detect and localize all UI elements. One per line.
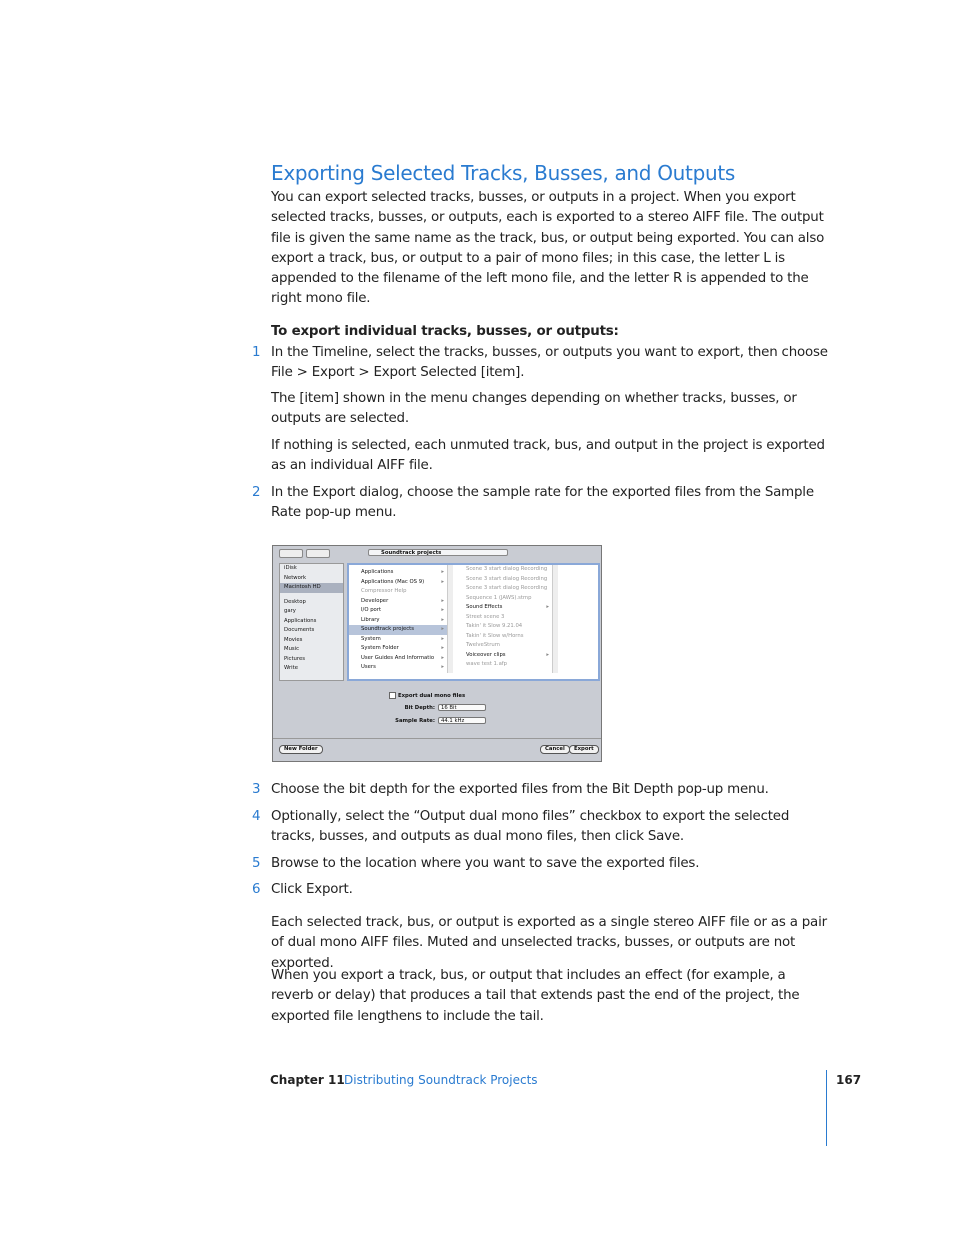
- file-browser: [347, 563, 600, 681]
- file-item[interactable]: [454, 565, 552, 575]
- sidebar-item[interactable]: iDisk: [284, 565, 297, 571]
- step-text: Optionally, select the “Output dual mono files” checkbox to export the selected tracks, busses, and outputs as dual mono files, then click Save.: [271, 809, 790, 845]
- folder-item[interactable]: Users ▸: [361, 664, 444, 670]
- file-item[interactable]: [349, 587, 447, 597]
- browser-column: [454, 565, 552, 673]
- divider: [273, 738, 601, 739]
- label: Voiceover clips: [466, 651, 506, 658]
- folder-item-selected[interactable]: Soundtrack projects ▸: [349, 625, 447, 635]
- export-dialog-screenshot: [272, 545, 602, 762]
- page-number: 167: [836, 1073, 862, 1087]
- label: User Guides And Informatio: [361, 654, 435, 661]
- label: Sound Effects: [466, 604, 503, 610]
- folder-item[interactable]: I/O port ▸: [361, 607, 444, 613]
- path-popup[interactable]: Soundtrack projects: [368, 549, 508, 556]
- folder-item[interactable]: Applications (Mac OS 9) ▸: [361, 578, 444, 585]
- sidebar-item[interactable]: Pictures: [284, 655, 305, 662]
- label: Takin' it Slow 9.21.04: [466, 623, 523, 629]
- label: Scene 3 start dialog Recording: [466, 566, 548, 572]
- folder-item[interactable]: Applications ▸: [361, 569, 444, 575]
- folder-item[interactable]: System ▸: [361, 635, 444, 642]
- sidebar-item[interactable]: Music: [284, 646, 300, 652]
- step-number: 6: [252, 882, 261, 897]
- sidebar-item[interactable]: Documents: [284, 627, 315, 633]
- new-folder-button[interactable]: New Folder: [279, 745, 323, 754]
- bit-depth-label: Bit Depth:: [404, 705, 435, 711]
- sidebar-item[interactable]: Macintosh HD: [280, 583, 343, 593]
- export-button[interactable]: Export: [569, 745, 599, 754]
- checkbox-box[interactable]: [389, 692, 396, 699]
- intro-paragraph: You can export selected tracks, busses, or outputs in a project. When you export selected tracks, busses, or outputs, each is exported to a stereo AIFF file. The output file is given the same name as the track, bus, or output being exported. You can also export a track, bus, or output to a pair of mono files; in this case, the letter L is appended to the filename of the left mono file, and the letter R is appended to the right mono file.: [271, 190, 825, 307]
- file-item[interactable]: [454, 660, 552, 670]
- back-forward-buttons[interactable]: [279, 549, 303, 558]
- file-item[interactable]: [454, 584, 552, 594]
- checkbox-label: Export dual mono files: [398, 693, 466, 699]
- step-text: Browse to the location where you want to save the exported files.: [271, 856, 700, 871]
- folder-item[interactable]: Sound Effects ▸: [466, 604, 549, 610]
- label: Library: [361, 616, 380, 623]
- procedure-heading: To export individual tracks, busses, or outputs:: [271, 324, 619, 339]
- file-item[interactable]: [454, 632, 552, 642]
- label: System Folder: [361, 645, 399, 651]
- step-number: 1: [252, 345, 261, 360]
- label: TwelveStrum: [466, 642, 500, 648]
- step-text: In the Timeline, select the tracks, busses, or outputs you want to export, then choose File > Export > Export Selected [item].: [271, 345, 828, 381]
- label: System: [361, 635, 381, 642]
- result-paragraph: Each selected track, bus, or output is exported as a single stereo AIFF file or as a pair of dual mono AIFF files. Muted and unselected tracks, busses, or outputs are not exported.: [271, 915, 827, 971]
- step-number: 3: [252, 782, 261, 797]
- sample-rate-popup[interactable]: 44.1 kHz: [438, 717, 486, 724]
- label: Scene 3 start dialog Recording: [466, 575, 548, 582]
- sample-rate-label: Sample Rate:: [395, 718, 435, 724]
- label: Sequence 1 (JAWS).stmp: [466, 594, 532, 601]
- file-item[interactable]: [454, 575, 552, 585]
- step-text: Choose the bit depth for the exported files from the Bit Depth pop-up menu.: [271, 782, 769, 797]
- folder-item[interactable]: Developer ▸: [361, 597, 444, 604]
- step-note: If nothing is selected, each unmuted track, bus, and output in the project is exported as an individual AIFF file.: [271, 438, 825, 474]
- step-number: 2: [252, 485, 261, 500]
- sidebar-item[interactable]: gary: [284, 608, 296, 614]
- sidebar-item[interactable]: Write: [284, 665, 298, 671]
- export-dual-mono-checkbox[interactable]: [389, 692, 465, 699]
- footer-chapter: Chapter 11: [270, 1073, 345, 1087]
- footer-rule: [826, 1070, 827, 1146]
- folder-item[interactable]: User Guides And Informatio ▸: [361, 654, 444, 661]
- browser-column: [349, 568, 447, 673]
- label: Applications (Mac OS 9): [361, 578, 425, 585]
- step-number: 4: [252, 809, 261, 824]
- folder-item[interactable]: Library ▸: [361, 616, 444, 623]
- folder-item[interactable]: Voiceover clips ▸: [466, 651, 549, 658]
- bit-depth-popup[interactable]: 16 Bit: [438, 704, 486, 711]
- label: wave test 1.afp: [466, 661, 508, 667]
- label: I/O port: [361, 607, 382, 613]
- sidebar-item[interactable]: Desktop: [284, 598, 306, 605]
- file-item[interactable]: [454, 594, 552, 604]
- sidebar-item[interactable]: Movies: [284, 636, 303, 643]
- label: Compressor Help: [361, 588, 407, 594]
- footer-chapter-title[interactable]: Distributing Soundtrack Projects: [344, 1073, 538, 1087]
- folder-item[interactable]: System Folder ▸: [361, 645, 444, 651]
- cancel-button[interactable]: Cancel: [540, 745, 570, 754]
- label: Applications: [361, 569, 394, 575]
- scrollbar[interactable]: [552, 565, 558, 673]
- label: Users: [361, 664, 376, 670]
- file-item[interactable]: [454, 641, 552, 651]
- label: Scene 3 start dialog Recording: [466, 585, 548, 591]
- label: Developer: [361, 597, 389, 604]
- file-item[interactable]: [454, 613, 552, 623]
- view-buttons[interactable]: [306, 549, 330, 558]
- label: Street scene 3: [466, 613, 505, 620]
- label: Takin' it Slow w/Horns: [466, 632, 524, 639]
- step-note: The [item] shown in the menu changes depending on whether tracks, busses, or outputs are selected.: [271, 391, 797, 427]
- step-number: 5: [252, 856, 261, 871]
- step-text: In the Export dialog, choose the sample rate for the exported files from the Sample Rate pop-up menu.: [271, 485, 814, 521]
- scrollbar[interactable]: [447, 565, 453, 673]
- result-paragraph: When you export a track, bus, or output that includes an effect (for example, a reverb or delay) that produces a tail that extends past the end of the project, the exported file lengthens to include the tail.: [271, 968, 800, 1024]
- section-title: Exporting Selected Tracks, Busses, and Outputs: [271, 161, 736, 185]
- sidebar-item[interactable]: Network: [284, 574, 307, 581]
- label: Soundtrack projects: [361, 626, 414, 632]
- step-text: Click Export.: [271, 882, 353, 897]
- file-item[interactable]: [454, 622, 552, 632]
- sidebar-item[interactable]: Applications: [284, 617, 317, 624]
- sidebar: [279, 563, 344, 681]
